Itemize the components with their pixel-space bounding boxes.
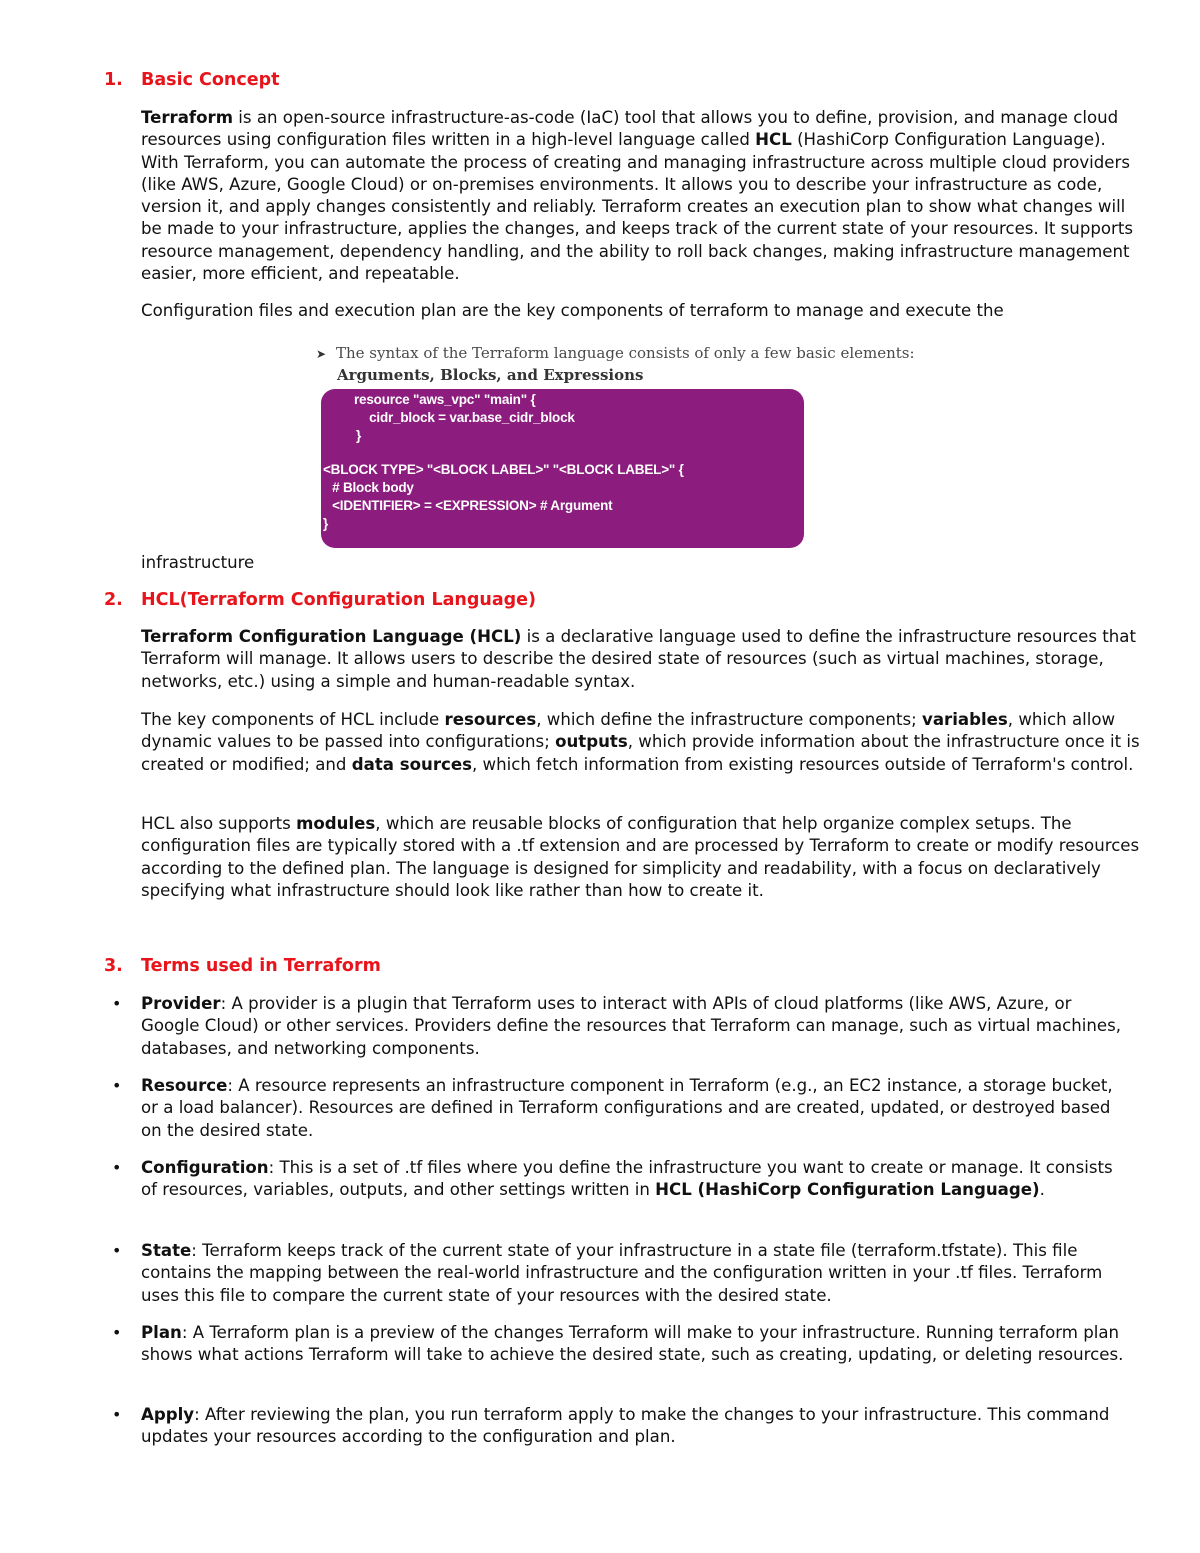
bullet-icon: • bbox=[112, 1323, 122, 1342]
code-line: resource "aws_vpc" "main" { bbox=[354, 392, 536, 407]
bold-term: resources bbox=[444, 710, 537, 729]
section-heading-terms bbox=[104, 956, 381, 976]
list-item-text: : A resource represents an infrastructure component in Terraform (e.g., an EC2 instance, a storage bucket, or a load balancer). Resources are defined in Terraform configurations and are created, updated, or destroyed based on the desired state. bbox=[141, 1076, 1113, 1140]
paragraph-text: , which provide information about the infrastructure once it is created or modified; and bbox=[141, 732, 1140, 774]
paragraph-hcl-definition bbox=[141, 626, 1141, 693]
paragraph-text: , which are reusable blocks of configuration that help organize complex setups. The configuration files are typically stored with a .tf extension and are processed by Terraform to create or modify resources according to the defined plan. The language is designed for simplicity and readability, with a focus on declaratively specifying what infrastructure should look like rather than how to create it. bbox=[141, 814, 1140, 900]
bold-term: Terraform Configuration Language (HCL) bbox=[141, 627, 522, 646]
figure-caption bbox=[316, 344, 915, 362]
paragraph-text: is a declarative language used to define the infrastructure resources that Terraform will manage. It allows users to describe the desired state of resources (such as virtual machines, storage, networks, etc.) using a simple and human-readable syntax. bbox=[141, 627, 1136, 691]
bold-term: State bbox=[141, 1241, 192, 1260]
section-title: Terms used in Terraform bbox=[141, 956, 381, 976]
bold-term: data sources bbox=[351, 754, 472, 774]
code-line: # Block body bbox=[325, 480, 414, 495]
list-item-provider bbox=[141, 993, 1131, 1060]
list-item-configuration bbox=[141, 1157, 1131, 1202]
list-item-text: : A provider is a plugin that Terraform uses to interact with APIs of cloud platforms (like AWS, Azure, or Google Cloud) or other services. Providers define the resources that Terraform can manage, such as virtual machines, databases, and networking components. bbox=[141, 994, 1122, 1058]
section-heading-hcl bbox=[104, 590, 536, 610]
code-line: <BLOCK TYPE> "<BLOCK LABEL>" "<BLOCK LABEL>" { bbox=[323, 462, 684, 477]
code-line: cidr_block = var.base_cidr_block bbox=[362, 410, 575, 425]
paragraph-hcl-components bbox=[141, 709, 1141, 776]
bold-term: Apply bbox=[141, 1405, 195, 1424]
paragraph-key-components bbox=[141, 300, 1141, 322]
bold-term: HCL (HashiCorp Configuration Language) bbox=[655, 1180, 1040, 1200]
paragraph-text: , which fetch information from existing resources outside of Terraform's control. bbox=[471, 754, 1134, 774]
paragraph-text: , which allow dynamic values to be passed into configurations; bbox=[141, 710, 1116, 752]
section-heading-basic-concept bbox=[104, 70, 280, 90]
section-title: Basic Concept bbox=[141, 70, 280, 90]
bold-term: Configuration bbox=[141, 1158, 269, 1177]
bullet-icon: • bbox=[112, 1158, 122, 1177]
paragraph-infrastructure bbox=[141, 552, 1141, 574]
list-item-text: : A Terraform plan is a preview of the changes Terraform will make to your infrastructure. Running terraform plan shows what actions Terraform will take to achieve the desired state, such as creating, updating, or deleting resources. bbox=[141, 1323, 1124, 1365]
bullet-icon: • bbox=[112, 994, 122, 1013]
section-number: 2. bbox=[104, 590, 123, 610]
paragraph-text: Configuration files and execution plan are the key components of terraform to manage and execute the bbox=[141, 301, 1004, 320]
list-item-state bbox=[141, 1240, 1131, 1307]
bold-term: HCL bbox=[755, 130, 792, 150]
arrow-bullet-icon: ➤ bbox=[316, 347, 327, 361]
list-item-apply bbox=[141, 1404, 1131, 1449]
list-item-text: . bbox=[1039, 1180, 1045, 1200]
bold-term: Provider bbox=[141, 994, 221, 1013]
code-block bbox=[321, 389, 804, 548]
bullet-icon: • bbox=[112, 1241, 122, 1260]
bold-term: Plan bbox=[141, 1323, 182, 1342]
section-title: HCL(Terraform Configuration Language) bbox=[141, 590, 537, 610]
figure-subtitle: Arguments, Blocks, and Expressions bbox=[337, 366, 644, 384]
bold-term: outputs bbox=[555, 732, 628, 752]
bullet-icon: • bbox=[112, 1076, 122, 1095]
hcl-syntax-figure bbox=[316, 344, 915, 550]
list-item-resource bbox=[141, 1075, 1131, 1142]
paragraph-text: infrastructure bbox=[141, 553, 255, 572]
section-number: 3. bbox=[104, 956, 123, 976]
paragraph-terraform-intro bbox=[141, 107, 1141, 285]
bold-term: modules bbox=[296, 814, 376, 833]
bullet-icon: • bbox=[112, 1405, 122, 1424]
code-line: } bbox=[356, 428, 362, 443]
list-item-text: : This is a set of .tf files where you define the infrastructure you want to create or manage. It consists of resources, variables, outputs, and other settings written in bbox=[141, 1158, 1113, 1200]
code-line: <IDENTIFIER> = <EXPRESSION> # Argument bbox=[325, 498, 613, 513]
bold-term: Resource bbox=[141, 1076, 228, 1095]
code-line: } bbox=[323, 516, 329, 531]
paragraph-text: (HashiCorp Configuration Language). With Terraform, you can automate the process of creating and managing infrastructure across multiple cloud providers (like AWS, Azure, Google Cloud) or on-premises environments. It allows you to describe your infrastructure as code, version it, and apply changes consistently and reliably. Terraform creates an execution plan to show what changes will be made to your infrastructure, applies the changes, and keeps track of the current state of your resources. It supports resource management, dependency handling, and the ability to roll back changes, making infrastructure management easier, more efficient, and repeatable. bbox=[141, 130, 1134, 284]
paragraph-text: is an open-source infrastructure-as-code (IaC) tool that allows you to define, provision, and manage cloud resources using configuration files written in a high-level language called bbox=[141, 108, 1119, 150]
list-item-plan bbox=[141, 1322, 1131, 1367]
list-item-text: : After reviewing the plan, you run terraform apply to make the changes to your infrastructure. This command updates your resources according to the configuration and plan. bbox=[141, 1405, 1110, 1447]
section-number: 1. bbox=[104, 70, 123, 90]
bold-term: Terraform bbox=[141, 108, 234, 127]
paragraph-hcl-modules bbox=[141, 813, 1141, 902]
paragraph-text: HCL also supports bbox=[141, 814, 297, 833]
paragraph-text: , which define the infrastructure components; bbox=[536, 710, 922, 729]
bold-term: variables bbox=[922, 710, 1008, 729]
list-item-text: : Terraform keeps track of the current state of your infrastructure in a state file (terraform.tfstate). This file contains the mapping between the real-world infrastructure and the configuration written in your .tf files. Terraform uses this file to compare the current state of your resources with the desired state. bbox=[141, 1241, 1103, 1305]
figure-caption-text: The syntax of the Terraform language consists of only a few basic elements: bbox=[336, 344, 915, 362]
paragraph-text: The key components of HCL include bbox=[141, 710, 445, 729]
